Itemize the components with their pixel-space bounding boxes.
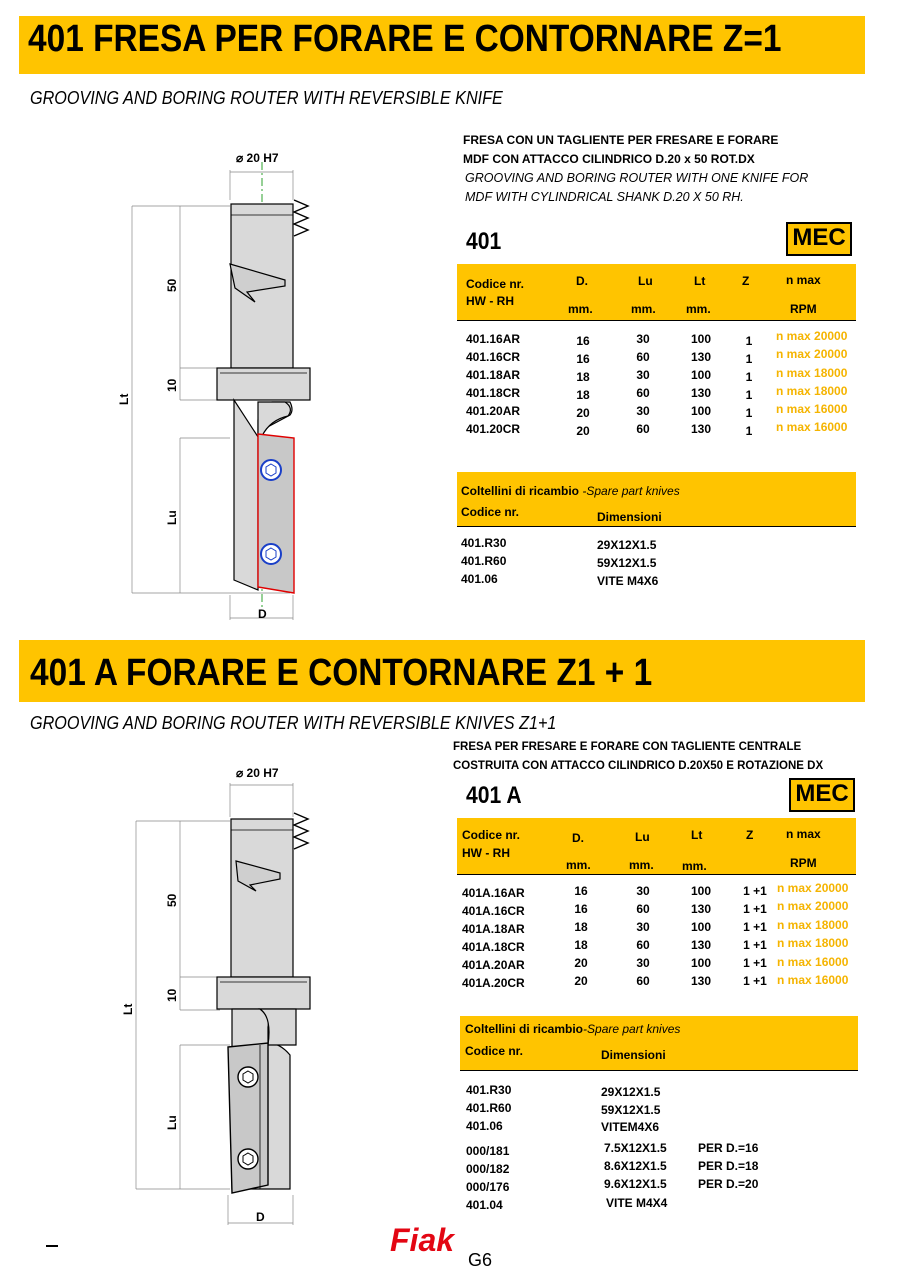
header-lu: Lu [638,274,653,288]
section2-subtitle: GROOVING AND BORING ROUTER WITH REVERSIBLE KNIVES Z1+1 [30,713,557,733]
dim-lt-label: Lt [121,1003,135,1015]
section2-tool-drawing [110,755,330,1230]
section2-title: 401 A FORARE E CONTORNARE Z1 + 1 [30,652,653,694]
section1-title: 401 FRESA PER FORARE E CONTORNARE Z=1 [28,18,782,60]
section2-desc-it-2: COSTRUITA CON ATTACCO CILINDRICO D.20X50 E ROTAZIONE DX [453,760,824,772]
header-unit-d: mm. [566,858,591,872]
dim-lu-label: Lu [165,1115,179,1130]
section1-desc-it-1: FRESA CON UN TAGLIENTE PER FRESARE E FORARE [463,133,779,147]
header-lt: Lt [694,274,706,288]
header-code: Codice nr. [466,277,525,291]
fiak-logo: Fiak [390,1222,455,1258]
header-rpm: RPM [790,302,817,316]
header-unit-lt: mm. [682,859,707,873]
section1-knives-title: Coltellini di ricambio -Spare part knives [461,484,680,498]
header-d: D. [576,274,588,288]
header-nmax: n max [786,273,821,287]
shank-diameter-label: ⌀ 20 H7 [236,766,279,780]
header-rpm: RPM [790,856,817,870]
header-nmax: n max [786,827,821,841]
dim-50-label: 50 [165,278,179,292]
section2-knives-title: Coltellini di ricambio-Spare part knives [465,1022,681,1036]
header-z: Z [742,274,750,288]
section1-desc-it-2: MDF CON ATTACCO CILINDRICO D.20 x 50 ROT.DX [463,152,755,166]
header-hw-rh: HW - RH [462,846,510,860]
header-z: Z [746,828,754,842]
section2-knives-code-header: Codice nr. [465,1044,524,1058]
section1-product-code: 401 [466,228,502,255]
page-number: G6 [468,1250,493,1270]
section1-desc-en-2: MDF WITH CYLINDRICAL SHANK D.20 X 50 RH. [465,190,744,204]
section1-knives-code-header: Codice nr. [461,505,520,519]
dim-lt-label: Lt [117,393,131,405]
section2-knives-dim-header: Dimensioni [601,1048,666,1062]
dim-10-label: 10 [165,378,179,392]
section1-desc-en-1: GROOVING AND BORING ROUTER WITH ONE KNIFE FOR [465,171,809,185]
header-lu: Lu [635,830,650,844]
dim-lu-label: Lu [165,510,179,525]
section1-tool-drawing [110,140,330,625]
header-unit-lu: mm. [631,302,656,316]
dim-50-label: 50 [165,893,179,907]
dim-10-label: 10 [165,988,179,1002]
header-code: Codice nr. [462,828,521,842]
dim-d-label: D [258,607,267,621]
section1-knives-dim-header: Dimensioni [597,510,662,524]
shank-diameter-label: ⌀ 20 H7 [236,151,279,165]
header-unit-lt: mm. [686,302,711,316]
header-lt: Lt [691,828,703,842]
footer-mark [46,1245,58,1247]
section2-desc-it-1: FRESA PER FRESARE E FORARE CON TAGLIENTE CENTRALE [453,741,802,753]
header-unit-d: mm. [568,302,593,316]
section2-product-code: 401 A [466,782,522,809]
section2-mec-badge: MEC [789,778,855,812]
header-hw-rh: HW - RH [466,294,514,308]
section1-subtitle: GROOVING AND BORING ROUTER WITH REVERSIBLE KNIFE [30,88,503,108]
dim-d-label: D [256,1210,265,1224]
header-unit-lu: mm. [629,858,654,872]
header-d: D. [572,831,584,845]
section1-mec-badge: MEC [786,222,852,256]
